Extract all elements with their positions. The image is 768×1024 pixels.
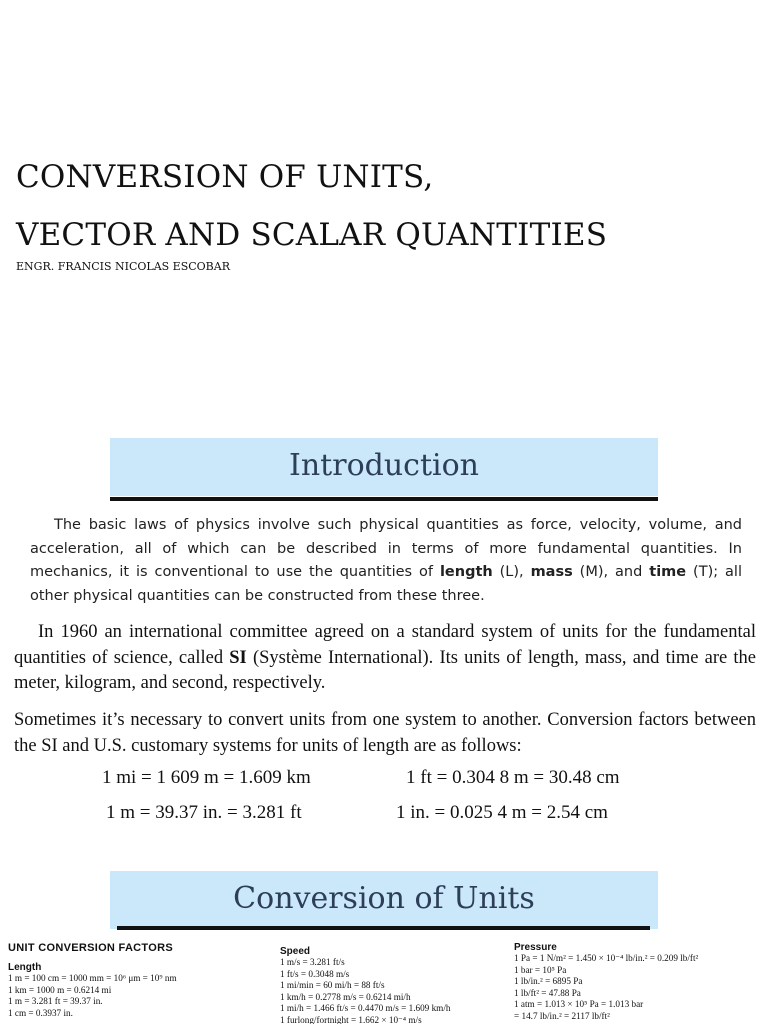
unit-conversion-table	[0, 936, 768, 1024]
speed-label: Speed	[280, 946, 311, 957]
length-row: 1 m = 3.281 ft = 39.37 in.	[8, 996, 103, 1006]
introduction-paragraph	[30, 514, 742, 609]
length-column	[8, 942, 177, 1019]
page-title	[16, 148, 607, 264]
introduction-underline	[110, 497, 658, 501]
intro-text-2: (L),	[492, 564, 531, 581]
speed-row: 1 ft/s = 0.3048 m/s	[280, 968, 350, 979]
conversion-underline	[117, 926, 650, 930]
intro-text-3: (M), and	[572, 564, 650, 581]
pressure-row: 1 Pa = 1 N/m² = 1.450 × 10⁻⁴ lb/in.² = 0.209 lb/ft²	[514, 953, 699, 963]
equation-meter: 1 m = 39.37 in. = 3.281 ft	[106, 802, 302, 823]
speed-column	[280, 946, 450, 1024]
intro-text-1: The basic laws of physics involve such physical quantities as force, velocity, volume, and acceleration, all of which can be described in terms of more fundamental quantities. In mechanics, it is conventional to use the quantities of	[30, 517, 742, 581]
equation-mile: 1 mi = 1 609 m = 1.609 km	[102, 767, 311, 788]
title-line-1: CONVERSION OF UNITS,	[16, 159, 434, 195]
introduction-banner	[110, 438, 658, 496]
pressure-row: 1 lb/in.² = 6895 Pa	[514, 976, 583, 986]
si-text-2: (Système International). Its units of length, mass, and time are the meter, kilogram, and second, respectively.	[14, 647, 756, 693]
conversion-paragraph: Sometimes it’s necessary to convert units from one system to another. Conversion factors between the SI and U.S. customary systems for units of length are as follows:	[14, 710, 756, 756]
length-row: 1 km = 1000 m = 0.6214 mi	[8, 984, 112, 995]
table-heading: UNIT CONVERSION FACTORS	[8, 942, 173, 954]
introduction-heading: Introduction	[289, 448, 479, 483]
speed-row: 1 m/s = 3.281 ft/s	[280, 957, 345, 967]
term-time: time	[649, 564, 687, 581]
equation-inch: 1 in. = 0.025 4 m = 2.54 cm	[396, 802, 608, 823]
pressure-row: 1 lb/ft² = 47.88 Pa	[514, 987, 581, 998]
term-length: length	[439, 564, 493, 581]
equation-foot: 1 ft = 0.304 8 m = 30.48 cm	[406, 767, 620, 788]
term-mass: mass	[530, 564, 573, 581]
term-si: SI	[229, 647, 247, 668]
conversion-banner	[110, 871, 658, 929]
intro-text-4: (T); all other physical quantities can be constructed from these three.	[30, 564, 742, 605]
pressure-label: Pressure	[514, 942, 557, 953]
length-label: Length	[8, 962, 42, 973]
conversion-heading: Conversion of Units	[233, 881, 535, 916]
speed-row: 1 km/h = 0.2778 m/s = 0.6214 mi/h	[280, 991, 411, 1002]
title-line-2: VECTOR AND SCALAR QUANTITIES	[16, 217, 608, 253]
speed-row: 1 mi/min = 60 mi/h = 88 ft/s	[280, 980, 385, 990]
si-text-1: In 1960 an international committee agreed on a standard system of units for the fundamental quantities of science, called	[14, 622, 756, 668]
speed-row: 1 mi/h = 1.466 ft/s = 0.4470 m/s = 1.609 km/h	[280, 1003, 451, 1013]
speed-row: 1 furlong/fortnight = 1.662 × 10⁻⁴ m/s	[280, 1014, 422, 1024]
author-name: ENGR. FRANCIS NICOLAS ESCOBAR	[16, 260, 230, 273]
length-row: 1 m = 100 cm = 1000 mm = 10⁶ μm = 10⁹ nm	[8, 973, 177, 983]
si-paragraph	[14, 620, 756, 697]
pressure-row: 1 atm = 1.013 × 10⁵ Pa = 1.013 bar	[514, 999, 644, 1009]
pressure-row: 1 bar = 10⁵ Pa	[514, 964, 567, 975]
pressure-row: = 14.7 lb/in.² = 2117 lb/ft²	[514, 1010, 610, 1021]
length-row: 1 cm = 0.3937 in.	[8, 1007, 73, 1018]
pressure-column	[514, 942, 698, 1022]
